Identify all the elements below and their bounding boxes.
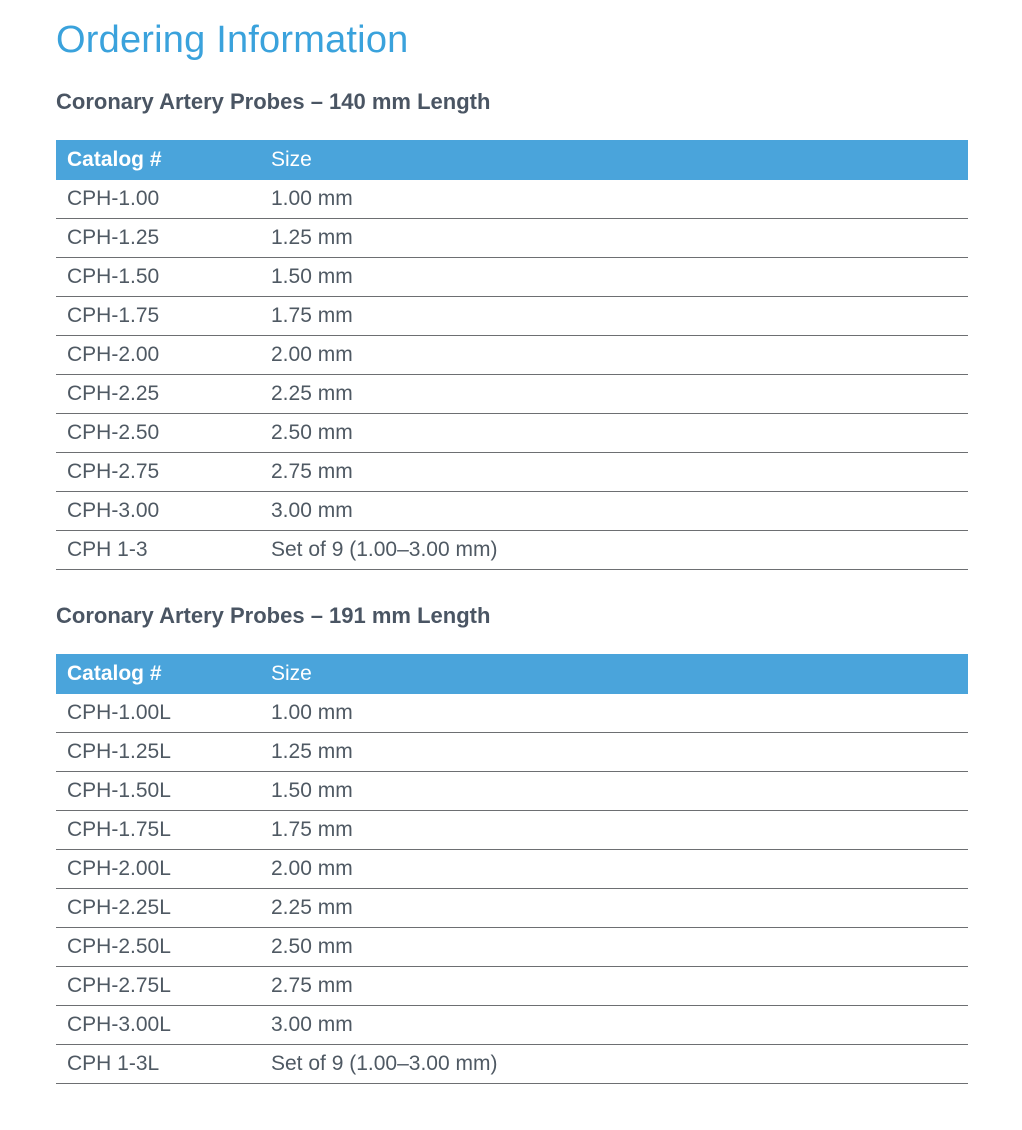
probes-table-191mm (56, 654, 968, 1084)
size-cell: 1.00 mm (271, 694, 968, 733)
page-title: Ordering Information (56, 19, 409, 61)
catalog-cell: CPH-3.00 (56, 492, 271, 531)
size-cell: 2.25 mm (271, 375, 968, 414)
table-row (56, 1006, 968, 1045)
section-heading-140mm: Coronary Artery Probes – 140 mm Length (56, 89, 491, 114)
size-cell: 2.75 mm (271, 967, 968, 1006)
size-cell: Set of 9 (1.00–3.00 mm) (271, 1045, 968, 1084)
size-cell: 1.50 mm (271, 258, 968, 297)
table-row (56, 811, 968, 850)
table-row (56, 1045, 968, 1084)
table-row (56, 850, 968, 889)
size-cell: 2.00 mm (271, 336, 968, 375)
table-header-row (56, 654, 968, 694)
size-cell: 2.50 mm (271, 928, 968, 967)
size-cell: 1.00 mm (271, 180, 968, 219)
catalog-cell: CPH-2.25 (56, 375, 271, 414)
size-cell: 2.75 mm (271, 453, 968, 492)
ordering-information-page (56, 0, 968, 1084)
size-cell: 1.75 mm (271, 297, 968, 336)
size-cell: 2.50 mm (271, 414, 968, 453)
size-cell: 1.25 mm (271, 733, 968, 772)
catalog-cell: CPH-2.50L (56, 928, 271, 967)
column-header-catalog: Catalog # (56, 140, 271, 180)
table-row (56, 531, 968, 570)
catalog-cell: CPH-2.00 (56, 336, 271, 375)
table-row (56, 694, 968, 733)
size-cell: Set of 9 (1.00–3.00 mm) (271, 531, 968, 570)
catalog-cell: CPH-2.75L (56, 967, 271, 1006)
catalog-cell: CPH-3.00L (56, 1006, 271, 1045)
catalog-cell: CPH-2.75 (56, 453, 271, 492)
catalog-cell: CPH-2.25L (56, 889, 271, 928)
table-row (56, 453, 968, 492)
catalog-cell: CPH-1.50L (56, 772, 271, 811)
table-row (56, 492, 968, 531)
table-row (56, 889, 968, 928)
section-heading-191mm: Coronary Artery Probes – 191 mm Length (56, 603, 491, 628)
column-header-catalog: Catalog # (56, 654, 271, 694)
table-row (56, 967, 968, 1006)
column-header-size: Size (271, 654, 968, 694)
table-row (56, 772, 968, 811)
size-cell: 3.00 mm (271, 492, 968, 531)
column-header-size: Size (271, 140, 968, 180)
probes-table-140mm (56, 140, 968, 570)
catalog-cell: CPH-1.75L (56, 811, 271, 850)
catalog-cell: CPH 1-3 (56, 531, 271, 570)
size-cell: 2.25 mm (271, 889, 968, 928)
catalog-cell: CPH-1.50 (56, 258, 271, 297)
table-row (56, 414, 968, 453)
table-row (56, 180, 968, 219)
size-cell: 1.50 mm (271, 772, 968, 811)
catalog-cell: CPH-1.00 (56, 180, 271, 219)
table-row (56, 219, 968, 258)
catalog-cell: CPH-1.00L (56, 694, 271, 733)
table-row (56, 375, 968, 414)
table-row (56, 258, 968, 297)
size-cell: 1.75 mm (271, 811, 968, 850)
table-row (56, 733, 968, 772)
catalog-cell: CPH-1.25L (56, 733, 271, 772)
table-header-row (56, 140, 968, 180)
catalog-cell: CPH-2.00L (56, 850, 271, 889)
size-cell: 3.00 mm (271, 1006, 968, 1045)
catalog-cell: CPH 1-3L (56, 1045, 271, 1084)
table-row (56, 928, 968, 967)
table-row (56, 297, 968, 336)
catalog-cell: CPH-1.25 (56, 219, 271, 258)
size-cell: 2.00 mm (271, 850, 968, 889)
catalog-cell: CPH-1.75 (56, 297, 271, 336)
catalog-cell: CPH-2.50 (56, 414, 271, 453)
size-cell: 1.25 mm (271, 219, 968, 258)
table-row (56, 336, 968, 375)
